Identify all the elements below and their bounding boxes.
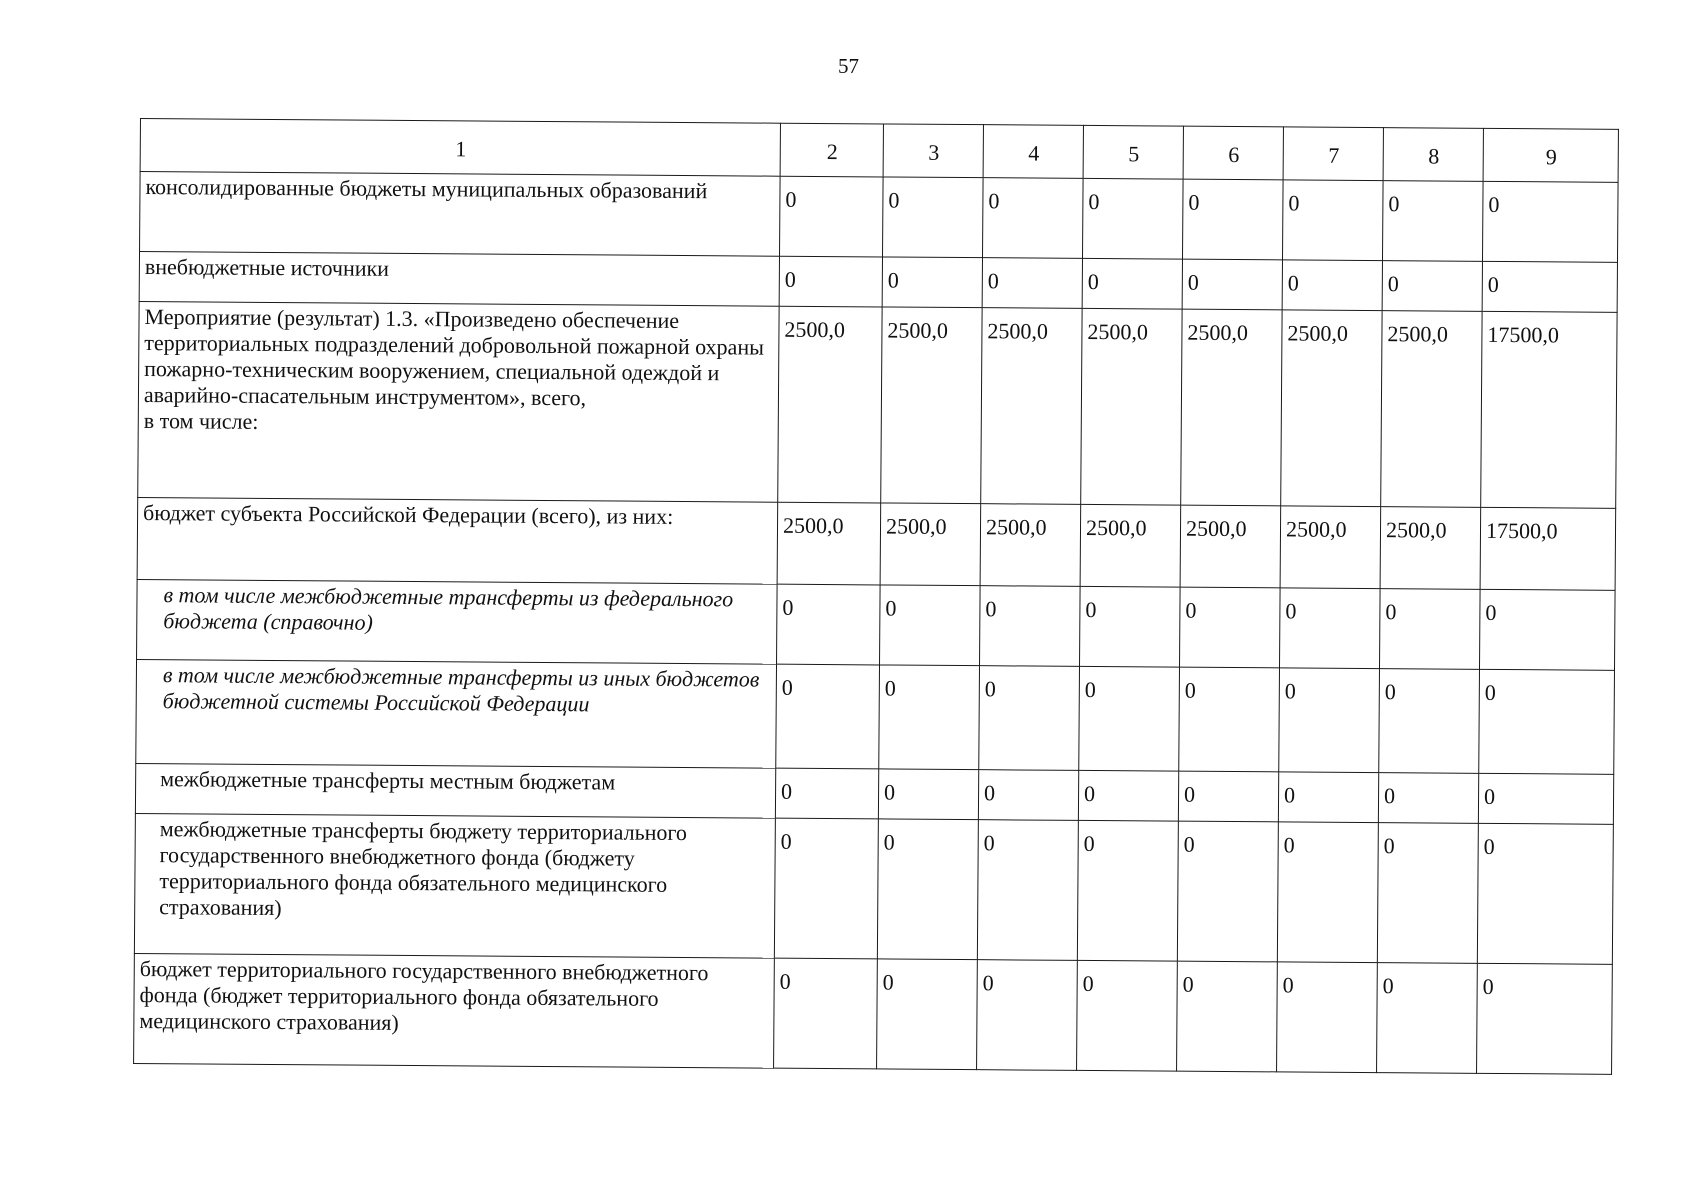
column-header: 5 [1083,125,1183,179]
table-cell: 2500,0 [981,308,1082,505]
table-cell: 2500,0 [1081,308,1182,505]
table-row [137,579,1616,670]
table-cell: 0 [1279,588,1380,669]
table-cell: 0 [1082,178,1183,259]
table-cell: 0 [1482,181,1618,262]
column-header: 9 [1483,128,1618,182]
table-cell: 0 [980,586,1081,667]
table-cell: 2500,0 [1181,309,1282,506]
table-cell: 0 [1477,823,1613,964]
row-label: межбюджетные трансферты местным бюджетам [135,763,775,818]
table-cell: 0 [982,258,1082,309]
table-cell: 0 [877,819,978,960]
table-cell: 0 [1077,960,1178,1071]
table-cell: 2500,0 [1381,311,1482,508]
row-label: консолидированные бюджеты муниципальных образований [140,172,781,257]
column-header: 2 [780,123,883,177]
table-cell: 0 [882,257,982,308]
table-cell: 0 [1282,260,1382,311]
row-label: бюджет субъекта Российской Федерации (всего), из них: [137,497,778,584]
table-cell: 0 [1382,181,1483,262]
table-cell: 17500,0 [1481,311,1617,508]
page-number: 57 [838,54,859,78]
table-cell: 0 [878,769,978,820]
table-cell: 0 [877,959,978,1070]
table-cell: 0 [777,584,881,665]
table-cell: 0 [1077,820,1178,961]
table-cell: 0 [880,585,981,666]
table-cell: 0 [1177,961,1278,1072]
row-label [138,301,779,502]
table-cell: 2500,0 [1281,310,1382,507]
table-cell: 0 [1482,261,1617,312]
table-row [134,813,1613,964]
row-label-line: Мероприятие (результат) 1.3. «Произведено обеспечение территориальных подразделений добровольной пожарной охраны пожарно-техническим вооружением, специальной одеждой и аварийно-спасательным инструментом», всего, [143,304,765,411]
table-cell: 0 [1279,668,1380,773]
budget-table-container [133,118,1618,1075]
table-cell: 0 [1377,963,1478,1074]
table-cell: 0 [779,256,882,307]
table-cell: 0 [774,958,878,1069]
table-cell: 0 [774,818,878,959]
table-cell: 0 [977,960,1078,1071]
table-cell: 2500,0 [1280,506,1381,589]
table-cell: 0 [1477,963,1613,1074]
table-cell: 0 [1282,180,1383,261]
column-header: 3 [883,124,983,178]
table-cell: 0 [1278,772,1378,823]
table-cell: 0 [1478,773,1613,824]
budget-table [133,118,1619,1075]
table-cell: 2500,0 [777,502,881,585]
table-cell: 0 [879,665,980,770]
table-cell: 0 [1080,586,1181,667]
table-cell: 0 [1377,823,1478,964]
table-cell: 0 [978,770,1078,821]
table-cell: 0 [1379,589,1480,670]
table-row [134,953,1613,1074]
table-cell: 0 [775,768,878,819]
table-row [138,301,1617,508]
table-cell: 2500,0 [1080,504,1181,587]
table-cell: 2500,0 [881,307,982,504]
row-label: бюджет территориального государственного внебюджетного фонда (бюджет территориального фонда обязательного медицинского страхования) [134,953,775,1068]
table-cell: 2500,0 [1180,505,1281,588]
table-cell: 0 [1082,258,1182,309]
table-cell: 0 [883,177,984,258]
table-cell: 0 [1277,822,1378,963]
row-label-line: в том числе: [143,408,259,434]
table-cell: 0 [1379,669,1480,774]
column-header: 4 [983,125,1083,179]
table-cell: 17500,0 [1480,507,1616,590]
row-label: межбюджетные трансферты бюджету территориального государственного внебюджетного фонда (бюджету территориального фонда обязательного медицинского страхования) [134,813,775,958]
column-header: 7 [1283,127,1383,181]
column-header: 1 [140,119,780,177]
row-label: в том числе межбюджетные трансферты из федерального бюджета (справочно) [137,579,778,664]
table-cell: 0 [1180,587,1281,668]
table-cell: 2500,0 [880,503,981,586]
column-header: 6 [1183,126,1283,180]
table-cell: 2500,0 [1380,507,1481,590]
table-cell: 0 [1177,821,1278,962]
table-cell: 0 [780,176,884,257]
table-cell: 0 [1079,666,1180,771]
table-cell: 0 [1078,770,1178,821]
column-header: 8 [1383,128,1483,182]
table-cell: 0 [1178,771,1278,822]
table-cell: 0 [977,820,1078,961]
table-cell: 0 [982,178,1083,259]
table-cell: 0 [1479,669,1615,774]
table-cell: 0 [1277,962,1378,1073]
table-cell: 0 [1382,261,1482,312]
row-label: в том числе межбюджетные трансферты из иных бюджетов бюджетной системы Российской Федерации [136,659,777,768]
row-label: внебюджетные источники [139,252,779,307]
table-cell: 0 [1378,773,1478,824]
table-cell: 0 [1182,259,1282,310]
table-cell: 0 [1179,667,1280,772]
table-cell: 0 [979,666,1080,771]
table-cell: 2500,0 [980,504,1081,587]
table-cell: 2500,0 [778,306,882,503]
table-row [136,659,1615,774]
table-cell: 0 [1479,589,1615,670]
table-cell: 0 [776,664,880,769]
table-row [140,172,1619,263]
table-cell: 0 [1182,179,1283,260]
table-row [137,497,1616,590]
